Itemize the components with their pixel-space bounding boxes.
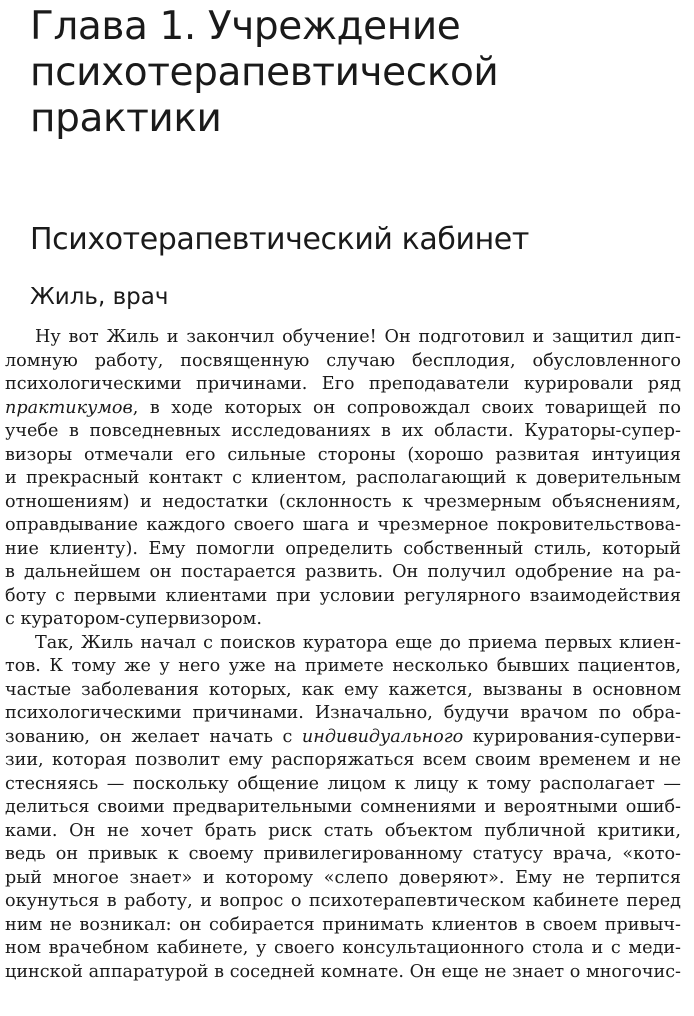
text-line: Так, Жиль начал с поисков куратора еще до приема первых клиен-	[35, 632, 681, 653]
emphasis-text: индивидуального	[301, 726, 464, 747]
text-line: в дальнейшем он постарается развить. Он получил одобрение на ра-	[5, 562, 681, 582]
text-line: психологическими причинами. Его преподаватели курировали ряд	[5, 374, 681, 394]
text-line: с куратором-супервизором.	[5, 609, 262, 629]
text-line: ломную работу, посвященную случаю бесплодия, обусловленного	[5, 350, 681, 371]
text-line: частые заболевания которых, как ему кажется, вызваны в основном	[5, 679, 681, 700]
emphasis-text: практикумов	[5, 397, 133, 418]
text-line: ном врачебном кабинете, у своего консультационного стола и с меди-	[5, 938, 681, 958]
text-line: зованию, он желает начать с индивидуального курирования-суперви-	[5, 726, 682, 747]
text-line: тов. К тому же у него уже на примете несколько бывших пациентов,	[5, 656, 681, 676]
paragraph-2	[5, 632, 681, 985]
body-text	[5, 326, 681, 984]
chapter-title-line: психотерапевтической	[30, 50, 499, 95]
section-title: Психотерапевтический кабинет	[30, 222, 529, 257]
text-line: ведь он привык к своему привилегированному статусу врача, «кото-	[5, 844, 681, 864]
text-line: учебе в повседневных исследованиях в их области. Кураторы-супер-	[5, 421, 681, 441]
text-line: рый многое знает» и которому «слепо доверяют». Ему не терпится	[5, 867, 681, 888]
text-line: ками. Он не хочет брать риск стать объектом публичной критики,	[5, 820, 681, 841]
text-line: зии, которая позволит ему распоряжаться всем своим временем и не	[5, 750, 681, 770]
chapter-title	[30, 4, 498, 142]
subsection-title: Жиль, врач	[30, 284, 169, 310]
paragraph-1	[5, 326, 681, 632]
chapter-title-line: практики	[30, 96, 222, 141]
text-line: цинской аппаратурой в соседней комнате. Он еще не знает о многочис-	[5, 961, 681, 982]
text-line: оправдывание каждого своего шага и чрезмерное покровительствова-	[5, 515, 681, 535]
text-line: боту с первыми клиентами при условии регулярного взаимодействия	[5, 585, 681, 606]
text-line: практикумов, в ходе которых он сопровождал своих товарищей по	[5, 397, 681, 418]
text-line: психологическими причинами. Изначально, будучи врачом по обра-	[5, 703, 681, 723]
text-line: визоры отмечали его сильные стороны (хорошо развитая интуиция	[5, 444, 681, 465]
text-line: стесняясь — поскольку общение лицом к лицу к тому располагает —	[5, 773, 681, 794]
text-line: ним не возникал: он собирается принимать клиентов в своем привыч-	[5, 914, 681, 935]
text-line: Ну вот Жиль и закончил обучение! Он подготовил и защитил дип-	[35, 327, 681, 347]
chapter-title-line: Глава 1. Учреждение	[30, 4, 461, 49]
text-line: ние клиенту). Ему помогли определить собственный стиль, который	[5, 538, 681, 559]
text-line: окунуться в работу, и вопрос о психотерапевтическом кабинете перед	[5, 891, 681, 911]
text-line: отношениям) и недостатки (склонность к чрезмерным объяснениям,	[5, 491, 681, 512]
text-line: и прекрасный контакт с клиентом, располагающий к доверительным	[5, 468, 681, 488]
text-line: делиться своими предварительными сомнениями и вероятными ошиб-	[5, 797, 681, 817]
